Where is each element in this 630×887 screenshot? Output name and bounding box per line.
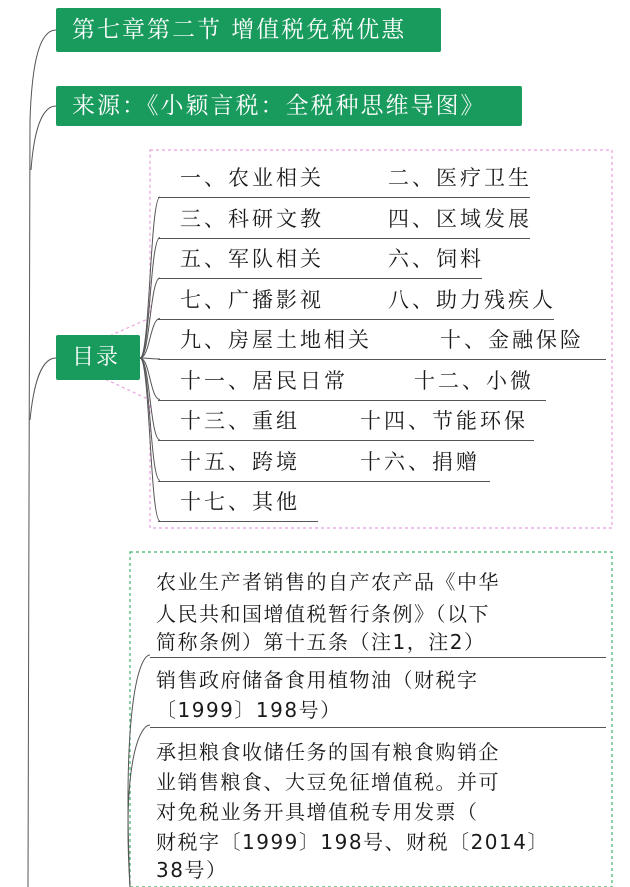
toc-underline xyxy=(158,440,534,441)
item-underline xyxy=(150,657,606,658)
toc-item: 五、军队相关 xyxy=(180,247,324,271)
toc-underline xyxy=(158,238,530,239)
item-line: 销售政府储备食用植物油（财税字 xyxy=(156,668,479,692)
toc-item: 十四、节能环保 xyxy=(360,409,528,433)
toc-underline xyxy=(158,400,546,401)
toc-item: 十五、跨境 xyxy=(180,449,300,474)
toc-branch xyxy=(140,358,160,481)
chapter-title: 第七章第二节 增值税免税优惠 xyxy=(56,8,441,52)
toc-underline xyxy=(158,197,530,198)
toc-item: 四、区域发展 xyxy=(388,206,532,231)
toc-item: 十七、其他 xyxy=(180,490,300,514)
item-underline xyxy=(150,727,606,728)
toc-item: 十一、居民日常 xyxy=(180,368,348,393)
item-line: 38号） xyxy=(156,858,228,882)
toc-underline xyxy=(158,521,318,522)
item-line: 农业生产者销售的自产农产品《中华 xyxy=(156,570,500,594)
toc-item: 十二、小微 xyxy=(414,368,534,393)
item-line: 人民共和国增值税暂行条例》（以下 xyxy=(156,602,490,626)
toc-underline xyxy=(158,359,606,360)
toc-item: 十三、重组 xyxy=(180,409,300,433)
item-line: 对免税业务开具增值税专用发票（ xyxy=(156,800,479,824)
toc-underline xyxy=(158,481,490,482)
toc-label: 目录 xyxy=(56,335,140,380)
item-line: 财税字〔1999〕198号、财税〔2014〕 xyxy=(156,830,549,854)
toc-branch xyxy=(140,278,160,358)
toc-item: 二、医疗卫生 xyxy=(388,166,532,190)
item-line: 承担粮食收储任务的国有粮食购销企 xyxy=(156,740,500,764)
toc-branch xyxy=(140,358,160,440)
toc-item: 九、房屋土地相关 xyxy=(180,328,372,352)
toc-item: 八、助力残疾人 xyxy=(388,287,556,312)
item-line: 〔1999〕198号） xyxy=(156,698,342,722)
toc-underline xyxy=(158,319,554,320)
toc-item: 三、科研文教 xyxy=(180,206,324,231)
toc-item: 十六、捐赠 xyxy=(360,449,480,474)
toc-item: 六、饲料 xyxy=(388,247,484,271)
toc-item: 七、广播影视 xyxy=(180,287,324,312)
source-label: 来源：《小颖言税：全税种思维导图》 xyxy=(56,86,522,126)
toc-item: 十、金融保险 xyxy=(440,328,584,352)
item-line: 业销售粮食、大豆免征增值税。并可 xyxy=(156,770,500,794)
toc-underline xyxy=(158,278,482,279)
item-line: 简称条例）第十五条（注1，注2） xyxy=(156,630,486,654)
toc-item: 一、农业相关 xyxy=(180,166,324,190)
